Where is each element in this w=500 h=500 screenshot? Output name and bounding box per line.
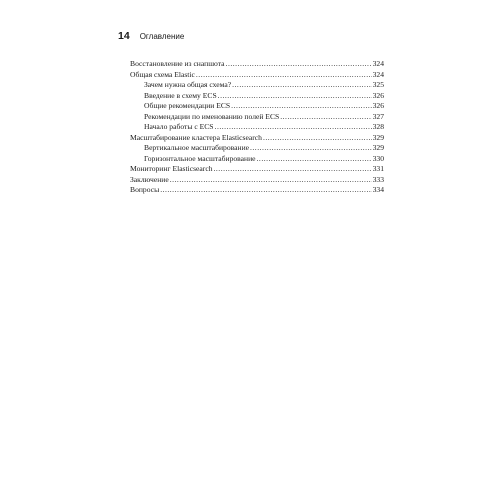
toc-entry-page: 330 [372, 153, 384, 163]
toc-entry-page: 324 [372, 59, 384, 68]
toc-entry [130, 175, 384, 186]
toc-entry-title: Вертикальное масштабирование [144, 143, 249, 152]
toc-entry-page: 325 [372, 80, 384, 89]
toc-entry-title: Мониторинг Elasticsearch [130, 164, 213, 173]
toc-entry-title: Введение в схему ECS [144, 90, 217, 100]
toc-entry [130, 154, 384, 165]
toc-leader-dots [232, 80, 371, 91]
toc-entry-page: 328 [372, 122, 384, 131]
toc-entry-page: 326 [372, 90, 384, 100]
toc-entry [130, 70, 384, 81]
toc-entry-title: Вопросы [130, 185, 160, 194]
toc-leader-dots [226, 59, 372, 70]
toc-leader-dots [250, 143, 372, 154]
toc-leader-dots [263, 133, 372, 144]
running-header [118, 30, 184, 42]
toc-entry-page: 333 [372, 174, 384, 184]
toc-entry-title: Масштабирование кластера Elasticsearch [130, 132, 262, 142]
table-of-contents [130, 59, 384, 196]
running-header-title: Оглавление [139, 32, 185, 41]
toc-leader-dots [257, 154, 372, 165]
toc-entry [130, 185, 384, 196]
toc-entry-page: 329 [372, 143, 384, 152]
toc-entry-title: Горизонтальное масштабирование [144, 153, 256, 163]
toc-leader-dots [231, 101, 371, 112]
toc-entry-page: 327 [372, 111, 384, 121]
toc-leader-dots [218, 91, 372, 102]
toc-entry-title: Общая схема Elastic [130, 69, 195, 79]
toc-entry [130, 133, 384, 144]
toc-leader-dots [214, 164, 372, 175]
toc-entry-page: 324 [372, 69, 384, 79]
toc-entry-title: Рекомендации по именованию полей ECS [144, 111, 280, 121]
page-number: 14 [118, 30, 130, 42]
toc-entry-title: Начало работы с ECS [144, 122, 214, 131]
toc-entry-page: 326 [372, 101, 384, 110]
toc-entry-title: Общие рекомендации ECS [144, 101, 231, 110]
toc-entry [130, 80, 384, 91]
toc-entry-title: Восстановление из снапшота [130, 59, 225, 68]
toc-leader-dots [215, 122, 372, 133]
toc-leader-dots [170, 175, 372, 186]
toc-leader-dots [280, 112, 371, 123]
toc-entry-title: Зачем нужна общая схема? [144, 80, 232, 89]
toc-entry [130, 59, 384, 70]
toc-entry-page: 331 [372, 164, 384, 173]
toc-entry-page: 329 [372, 132, 384, 142]
toc-entry-page: 334 [372, 185, 384, 194]
toc-entry [130, 143, 384, 154]
toc-leader-dots [196, 70, 372, 81]
toc-leader-dots [160, 185, 371, 196]
toc-entry [130, 112, 384, 123]
toc-entry-title: Заключение [130, 174, 169, 184]
toc-entry [130, 122, 384, 133]
toc-entry [130, 164, 384, 175]
toc-entry [130, 101, 384, 112]
toc-entry [130, 91, 384, 102]
